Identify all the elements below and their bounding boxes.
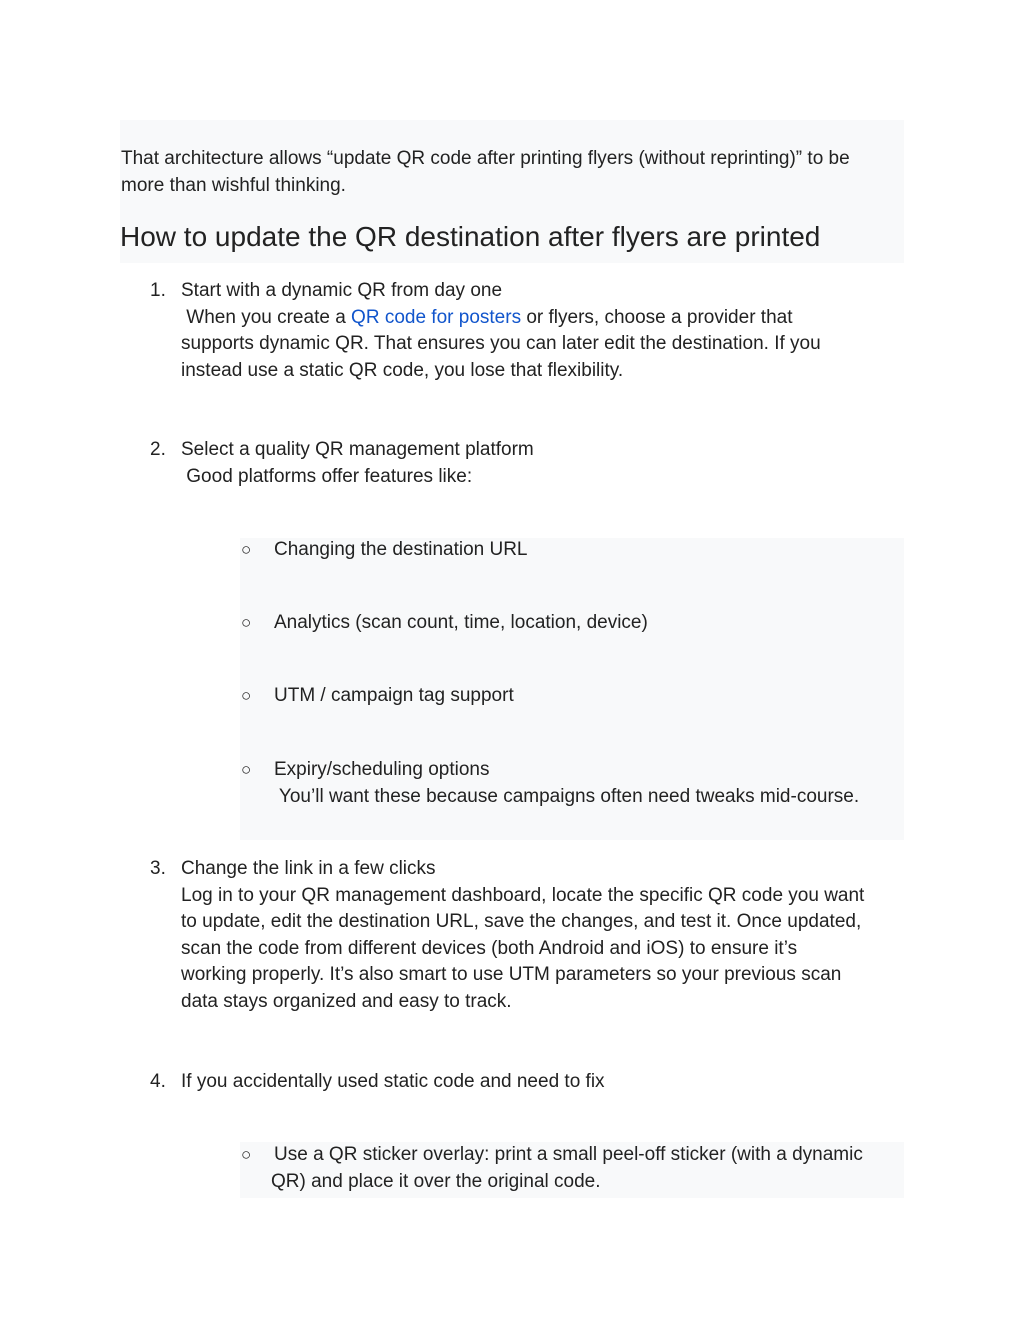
qr-code-for-posters-link[interactable]: QR code for posters bbox=[351, 307, 522, 328]
feature-item-destination-url: Changing the destination URL bbox=[274, 539, 528, 560]
step-3-line-3: scan the code from different devices (both Android and iOS) to ensure it’s bbox=[181, 938, 798, 959]
step-4-title: If you accidentally used static code and need to fix bbox=[181, 1071, 605, 1092]
step-3-number: 3. bbox=[150, 858, 166, 879]
step-3-line-4: working properly. It’s also smart to use UTM parameters so your previous scan bbox=[181, 964, 842, 985]
bullet-marker: ○ bbox=[241, 760, 252, 779]
step-1-line-2: supports dynamic QR. That ensures you can later edit the destination. If you bbox=[181, 333, 821, 354]
step-3-title: Change the link in a few clicks bbox=[181, 858, 436, 879]
bullet-marker: ○ bbox=[241, 1145, 252, 1164]
step-1-line-1-after: or flyers, choose a provider that bbox=[521, 307, 793, 328]
step-2-title: Select a quality QR management platform bbox=[181, 439, 534, 460]
sticker-overlay-item: Use a QR sticker overlay: print a small peel-off sticker (with a dynamic bbox=[274, 1144, 863, 1165]
step-1-line-3: instead use a static QR code, you lose that flexibility. bbox=[181, 360, 624, 381]
step-1-line-1 bbox=[181, 305, 793, 332]
sticker-overlay-item-cont: QR) and place it over the original code. bbox=[271, 1171, 601, 1192]
step-1-line-1-before: When you create a bbox=[181, 307, 352, 328]
step-3-line-1: Log in to your QR management dashboard, locate the specific QR code you want bbox=[181, 885, 865, 906]
step-2-number: 2. bbox=[150, 439, 166, 460]
step-3-line-5: data stays organized and easy to track. bbox=[181, 991, 512, 1012]
feature-item-expiry: Expiry/scheduling options bbox=[274, 759, 490, 780]
step-3-line-2: to update, edit the destination URL, save the changes, and test it. Once updated, bbox=[181, 911, 862, 932]
feature-item-analytics: Analytics (scan count, time, location, device) bbox=[274, 612, 648, 633]
feature-item-utm: UTM / campaign tag support bbox=[274, 685, 514, 706]
section-heading: How to update the QR destination after flyers are printed bbox=[120, 221, 821, 252]
feature-item-expiry-note: You’ll want these because campaigns often need tweaks mid-course. bbox=[274, 786, 860, 807]
bullet-marker: ○ bbox=[241, 613, 252, 632]
bullet-marker: ○ bbox=[241, 686, 252, 705]
step-1-number: 1. bbox=[150, 280, 166, 301]
step-2-line-1: Good platforms offer features like: bbox=[181, 466, 473, 487]
intro-line-1: That architecture allows “update QR code after printing flyers (without reprinting)” to be bbox=[121, 148, 850, 169]
bullet-marker: ○ bbox=[241, 540, 252, 559]
step-4-number: 4. bbox=[150, 1071, 166, 1092]
intro-line-2: more than wishful thinking. bbox=[121, 175, 346, 196]
step-1-title: Start with a dynamic QR from day one bbox=[181, 280, 503, 301]
